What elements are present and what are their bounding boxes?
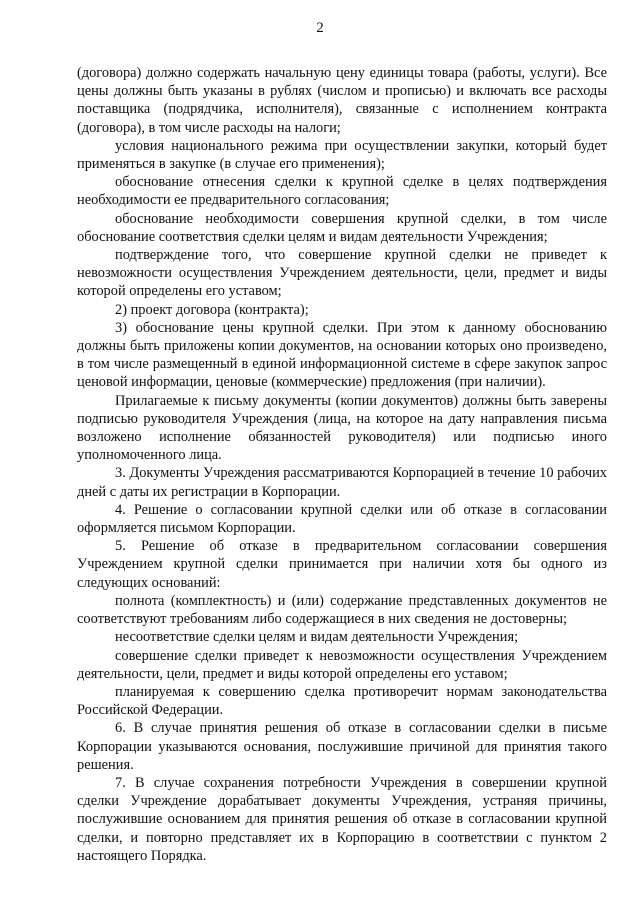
paragraph-item-5: 5. Решение об отказе в предварительном согласовании совершения Учреждением крупной сделки принимается при наличии хотя бы одного из следующих оснований:: [77, 538, 607, 591]
paragraph-contract-price: (договора) должно содержать начальную цену единицы товара (работы, услуги). Все цены должны быть указаны в рублях (числом и прописью) и включать все расходы поставщика (подрядчика, исполнителя), связанные с исполнением контракта (договора), в том числе расходы на налоги;: [77, 65, 607, 136]
paragraph-ground-completeness: полнота (комплектность) и (или) содержание представленных документов не соответствуют требованиям либо содержащиеся в них сведения не достоверны;: [77, 592, 607, 628]
paragraph-necessity-justification: обоснование необходимости совершения крупной сделки, в том числе обоснование соответствия сделки целям и видам деятельности Учреждения;: [77, 210, 607, 245]
paragraph-item-6: 6. В случае принятия решения об отказе в согласовании сделки в письме Корпорации указываются основания, послужившие причиной для принятия такого решения.: [77, 720, 607, 773]
paragraph-item-7: 7. В случае сохранения потребности Учреждения в совершении крупной сделки Учреждение дорабатывает документы Учреждения, устраняя причины, послужившие основанием для принятия решения об отказе в согласовании крупной сделки, и повторно представляет их в Корпорацию в соответствии с пунктом 2 настоящего Порядка.: [77, 774, 607, 864]
page-number: 2: [316, 20, 324, 36]
paragraph-draft-contract: 2) проект договора (контракта);: [115, 301, 309, 318]
paragraph-price-justification: 3) обоснование цены крупной сделки. При этом к данному обоснованию должны быть приложены копии документов, на основании которых оно произведено, в том числе размещенный в единой информационной системе в сфере закупок запрос ценовой информации, ценовые (коммерческие) предложения (при наличии).: [77, 319, 607, 391]
paragraph-major-deal-justification: обоснование отнесения сделки к крупной сделке в целях подтверждения необходимости ее предварительного согласования;: [77, 174, 607, 209]
paragraph-ground-nonconformity: несоответствие сделки целям и видам деятельности Учреждения;: [115, 629, 519, 646]
paragraph-national-regime: условия национального режима при осуществлении закупки, который будет применяться в закупке (в случае его применения);: [77, 137, 607, 173]
paragraph-ground-legislation: планируемая к совершению сделка противоречит нормам законодательства Российской Федерации.: [77, 683, 607, 719]
paragraph-attached-documents: Прилагаемые к письму документы (копии документов) должны быть заверены подписью руководителя Учреждения (лица, на которое на дату направления письма возложено исполнение обязанностей руководителя) или подписью иного уполномоченного лица.: [77, 392, 607, 464]
document-body: [77, 64, 607, 865]
paragraph-ground-impossibility: совершение сделки приведет к невозможности осуществления Учреждением деятельности, цели, предмет и виды которой определены его уставом;: [77, 647, 607, 682]
paragraph-confirmation: подтверждение того, что совершение крупной сделки не приведет к невозможности осуществления Учреждением деятельности, цели, предмет и виды которой определены его уставом;: [77, 247, 607, 300]
paragraph-item-3: 3. Документы Учреждения рассматриваются Корпорацией в течение 10 рабочих дней с даты их регистрации в Корпорации.: [77, 465, 607, 500]
paragraph-item-4: 4. Решение о согласовании крупной сделки или об отказе в согласовании оформляется письмом Корпорации.: [77, 501, 607, 537]
